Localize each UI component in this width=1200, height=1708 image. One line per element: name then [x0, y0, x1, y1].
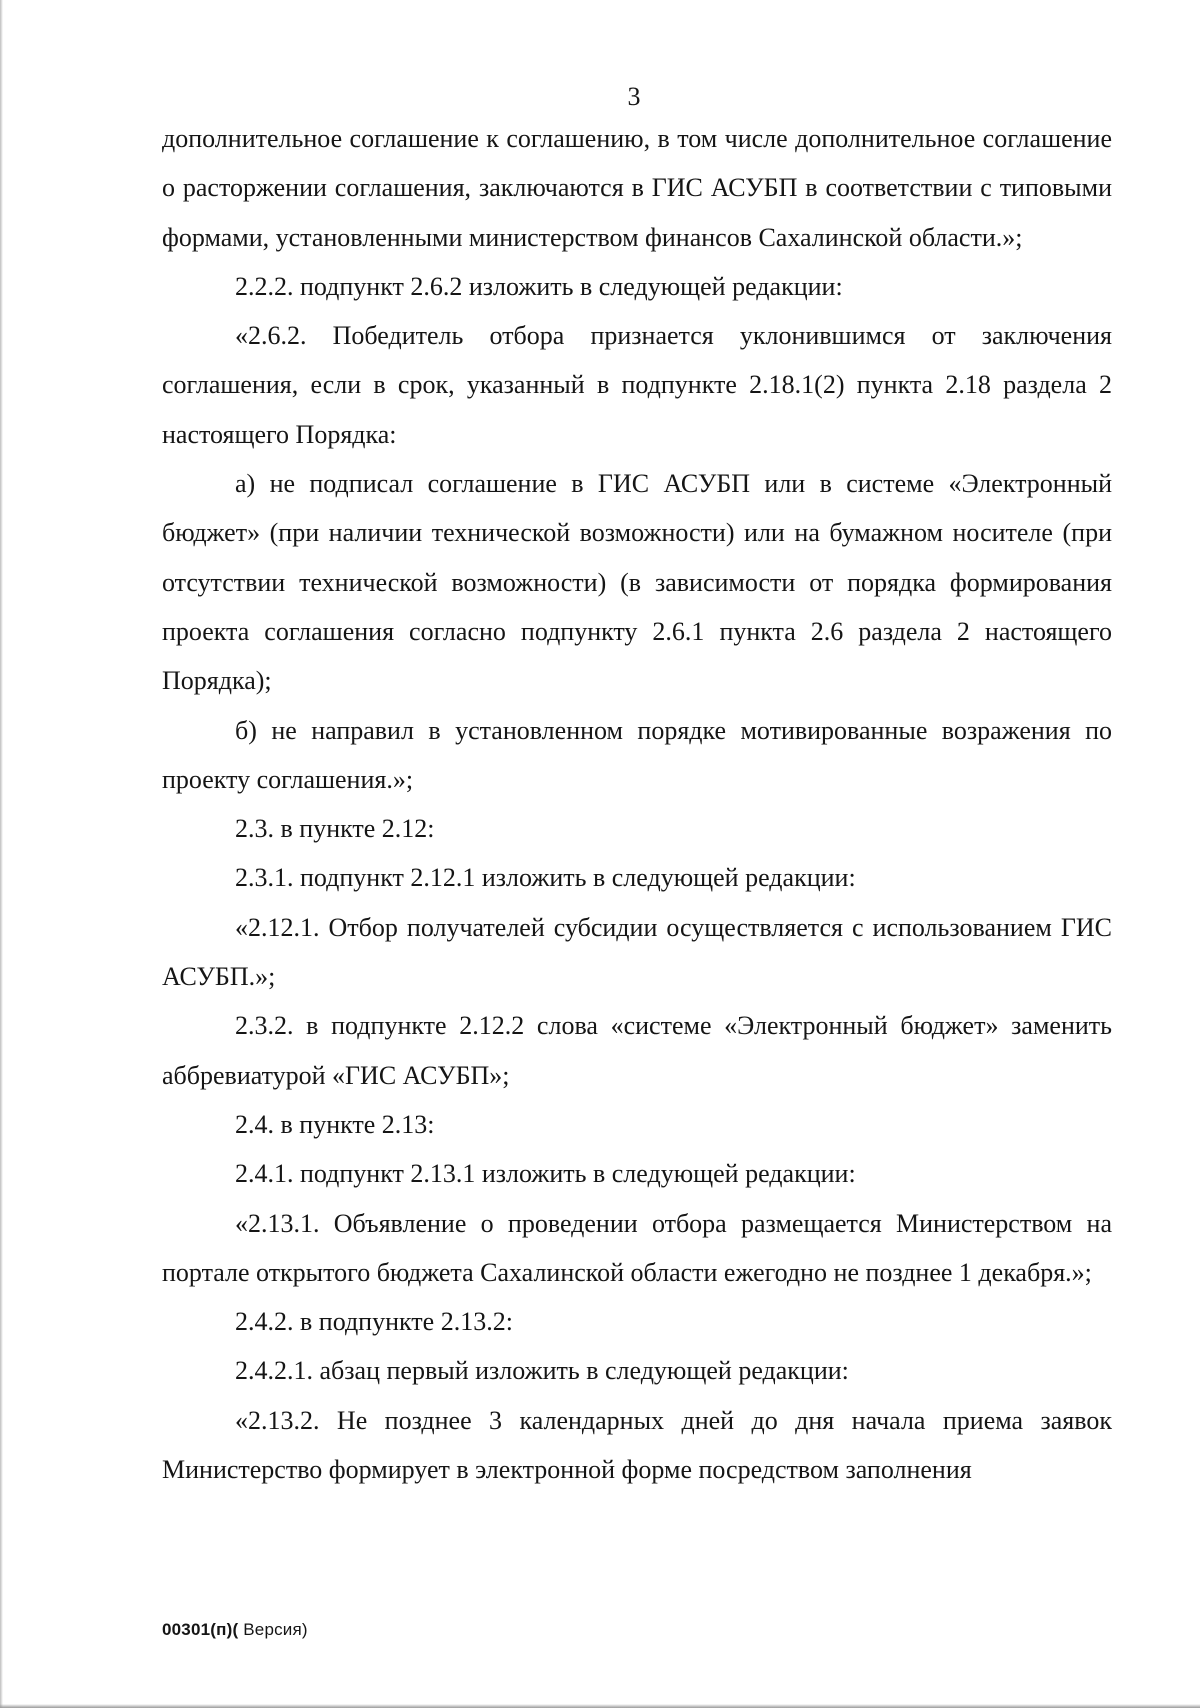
paragraph: дополнительное соглашение к соглашению, в том числе дополнительное соглашение о расторжении соглашения, заключаются в ГИС АСУБП в соответствии с типовыми формами, установленными министерством финансов Сахалинской области.»;: [162, 124, 1112, 252]
page-number: 3: [627, 82, 641, 111]
paragraph: 2.3.1. подпункт 2.12.1 изложить в следующей редакции:: [235, 863, 856, 893]
paragraph: 2.3.2. в подпункте 2.12.2 слова «системе «Электронный бюджет» заменить аббревиатурой «ГИС АСУБП»;: [162, 1011, 1112, 1090]
paragraph: «2.13.1. Объявление о проведении отбора размещается Министерством на портале открытого бюджета Сахалинской области ежегодно не позднее 1 декабря.»;: [162, 1208, 1112, 1287]
scan-edge-bottom: [0, 1704, 1200, 1708]
paragraph: 2.4.1. подпункт 2.13.1 изложить в следующей редакции:: [235, 1159, 856, 1189]
paragraph: б) не направил в установленном порядке мотивированные возражения по проекту соглашения.»;: [162, 715, 1112, 794]
scan-edge-left: [0, 0, 3, 1708]
paragraph: а) не подписал соглашение в ГИС АСУБП или в системе «Электронный бюджет» (при наличии технической возможности) или на бумажном носителе (при отсутствии технической возможности) (в зависимости от порядка формирования проекта соглашения согласно подпункту 2.6.1 пункта 2.6 раздела 2 настоящего Порядка);: [162, 469, 1112, 696]
paragraph: 2.3. в пункте 2.12:: [235, 814, 435, 844]
paragraph: 2.2.2. подпункт 2.6.2 изложить в следующей редакции:: [235, 271, 843, 301]
paragraph: 2.4.2.1. абзац первый изложить в следующей редакции:: [235, 1356, 849, 1386]
paragraph: «2.13.2. Не позднее 3 календарных дней до дня начала приема заявок Министерство формирует в электронной форме посредством заполнения: [162, 1405, 1112, 1485]
document-body: [162, 114, 1112, 1494]
document-footer: [162, 1620, 308, 1640]
paragraph: «2.12.1. Отбор получателей субсидии осуществляется с использованием ГИС АСУБП.»;: [162, 912, 1112, 992]
paragraph: 2.4. в пункте 2.13:: [235, 1109, 435, 1139]
paragraph: «2.6.2. Победитель отбора признается уклонившимся от заключения соглашения, если в срок, указанный в подпункте 2.18.1(2) пункта 2.18 раздела 2 настоящего Порядка:: [162, 321, 1112, 449]
paragraph: 2.4.2. в подпункте 2.13.2:: [235, 1307, 513, 1337]
footer-code: 00301(п)(: [162, 1620, 239, 1639]
footer-version: Версия): [238, 1620, 308, 1639]
